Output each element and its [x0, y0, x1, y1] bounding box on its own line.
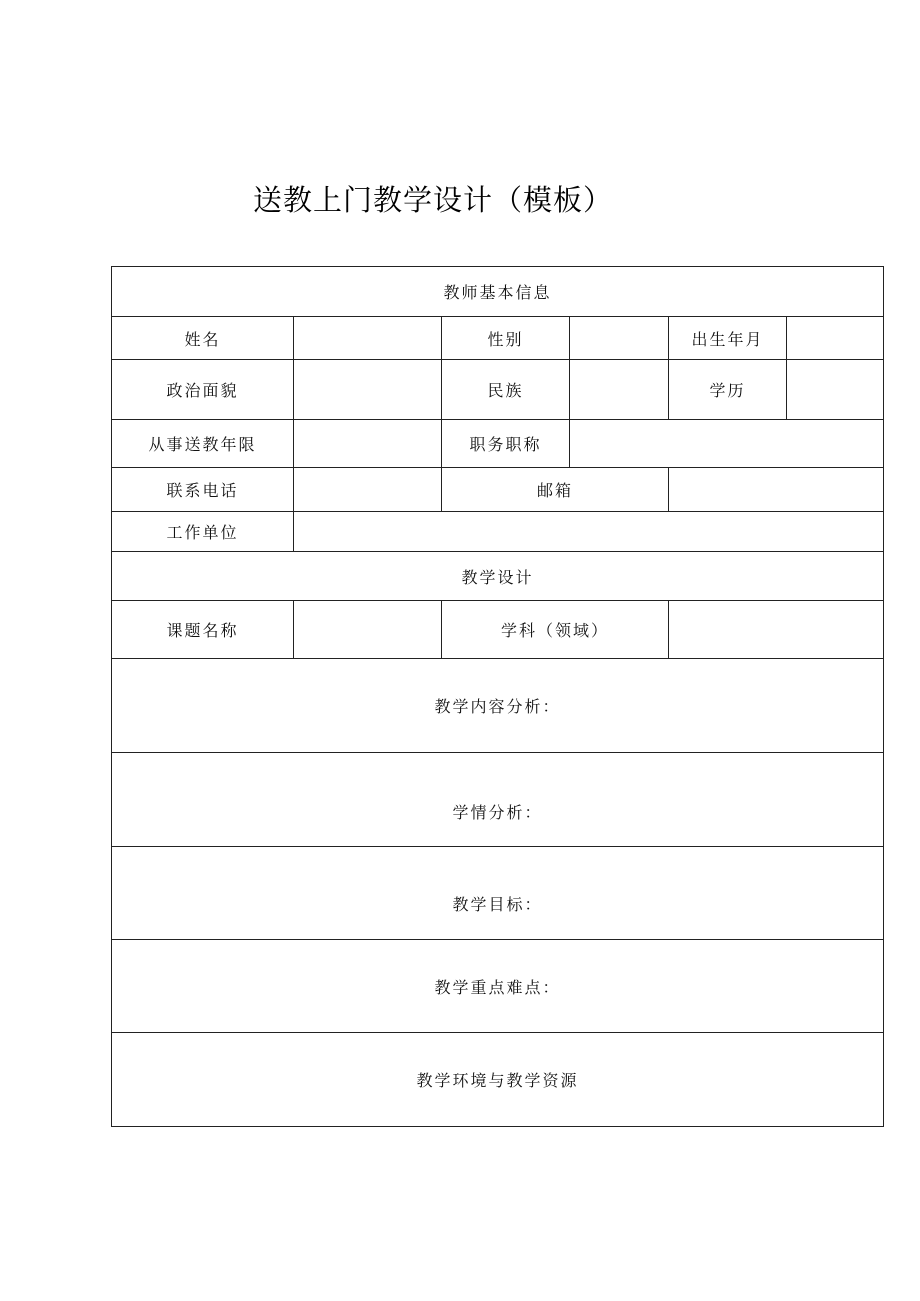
lesson-design-form: [111, 266, 884, 1127]
years-field[interactable]: [294, 420, 442, 468]
content-analysis-block[interactable]: 教学内容分析：: [112, 659, 884, 753]
topic-label: 课题名称: [112, 601, 294, 659]
design-heading: 教学设计: [112, 552, 884, 601]
title-field[interactable]: [570, 420, 884, 468]
learner-analysis-block[interactable]: 学情分析：: [112, 753, 884, 847]
phone-label: 联系电话: [112, 468, 294, 512]
education-field[interactable]: [787, 360, 884, 420]
subject-label: 学科（领域）: [442, 601, 669, 659]
birth-label: 出生年月: [669, 317, 787, 360]
ethnicity-label: 民族: [442, 360, 570, 420]
topic-field[interactable]: [294, 601, 442, 659]
name-field[interactable]: [294, 317, 442, 360]
environment-block[interactable]: 教学环境与教学资源: [112, 1033, 884, 1127]
email-field[interactable]: [669, 468, 884, 512]
teacher-info-heading: 教师基本信息: [112, 267, 884, 317]
ethnicity-field[interactable]: [570, 360, 669, 420]
objectives-block[interactable]: 教学目标：: [112, 847, 884, 940]
subject-field[interactable]: [669, 601, 884, 659]
birth-field[interactable]: [787, 317, 884, 360]
name-label: 姓名: [112, 317, 294, 360]
gender-field[interactable]: [570, 317, 669, 360]
title-label: 职务职称: [442, 420, 570, 468]
political-label: 政治面貌: [112, 360, 294, 420]
key-points-block[interactable]: 教学重点难点：: [112, 940, 884, 1033]
education-label: 学历: [669, 360, 787, 420]
political-field[interactable]: [294, 360, 442, 420]
workplace-label: 工作单位: [112, 512, 294, 552]
phone-field[interactable]: [294, 468, 442, 512]
page-title: 送教上门教学设计（模板）: [252, 183, 613, 217]
gender-label: 性别: [442, 317, 570, 360]
email-label: 邮箱: [442, 468, 669, 512]
years-label: 从事送教年限: [112, 420, 294, 468]
workplace-field[interactable]: [294, 512, 884, 552]
